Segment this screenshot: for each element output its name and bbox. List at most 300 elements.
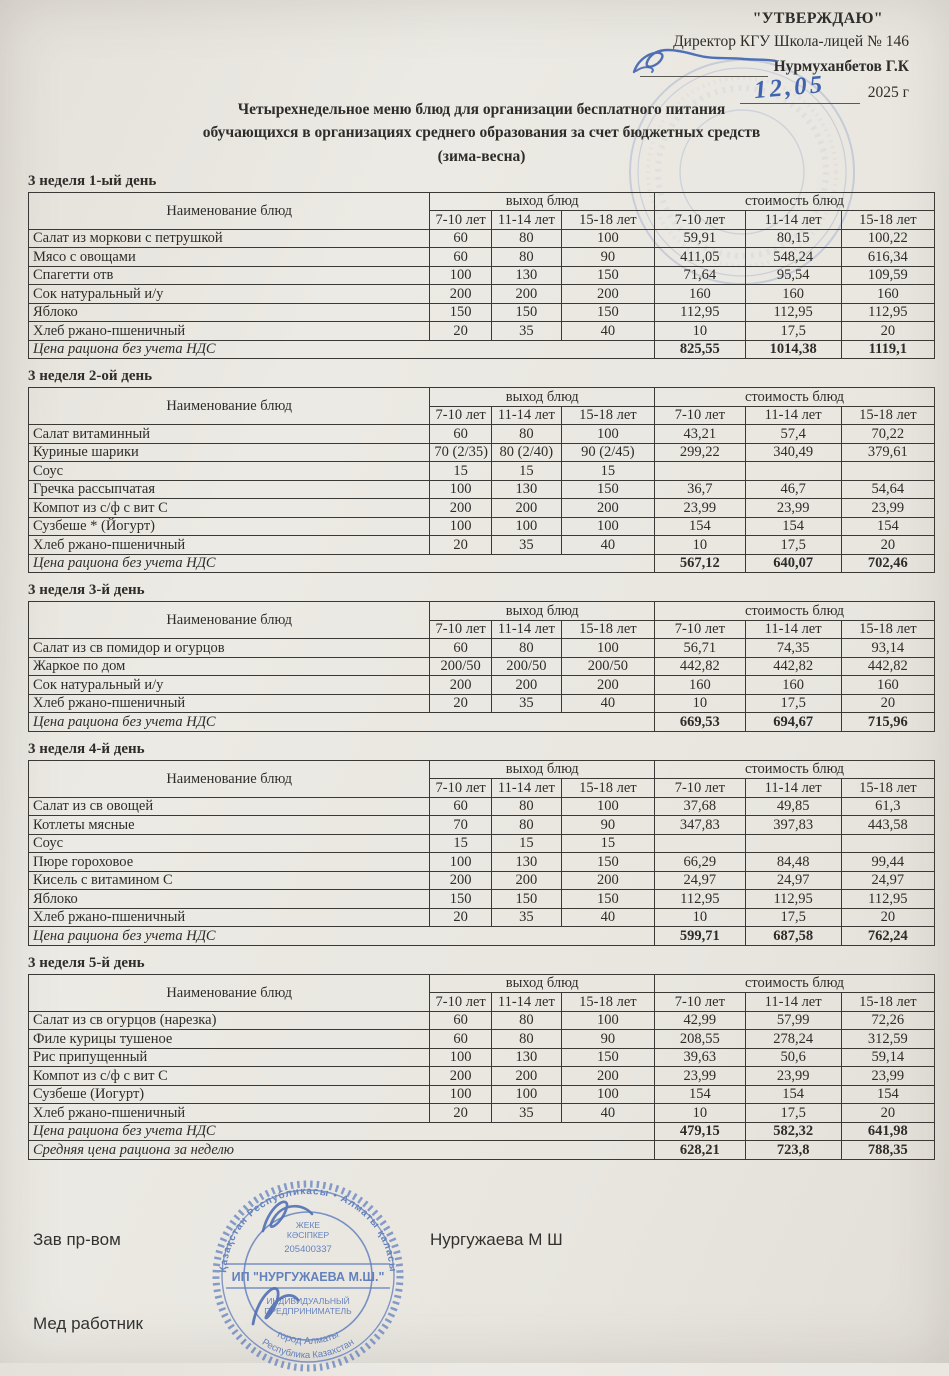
col-header-age: 7-10 лет <box>655 620 746 639</box>
total-value-cell: 788,35 <box>841 1141 934 1160</box>
menu-row <box>29 229 935 248</box>
col-header-age: 7-10 лет <box>430 779 492 798</box>
menu-row <box>29 816 935 835</box>
cost-value-cell: 93,14 <box>841 639 934 658</box>
dish-name-cell: Спагетти отв <box>29 266 430 285</box>
cost-value-cell: 109,59 <box>841 266 934 285</box>
approval-block <box>569 8 909 104</box>
cost-value-cell: 340,49 <box>745 443 841 462</box>
output-value-cell: 100 <box>561 1011 654 1030</box>
output-value-cell: 200 <box>491 871 561 890</box>
cost-value-cell: 17,5 <box>745 908 841 927</box>
cost-value-cell: 208,55 <box>655 1030 746 1049</box>
output-value-cell: 60 <box>430 639 492 658</box>
cost-value-cell: 74,35 <box>745 639 841 658</box>
output-value-cell: 130 <box>491 853 561 872</box>
director-name: Нурмуханбетов Г.К <box>773 57 909 75</box>
cost-value-cell: 442,82 <box>655 657 746 676</box>
output-value-cell: 40 <box>561 694 654 713</box>
col-header-age: 7-10 лет <box>430 211 492 230</box>
dish-name-cell: Котлеты мясные <box>29 816 430 835</box>
col-header-age: 15-18 лет <box>561 620 654 639</box>
col-header-age: 11-14 лет <box>491 620 561 639</box>
stamp-ring-bottom-inner-text: город Алматы <box>275 1329 341 1348</box>
cost-value-cell: 70,22 <box>841 425 934 444</box>
menu-row <box>29 499 935 518</box>
col-group-output: выход блюд <box>430 760 655 779</box>
cost-value-cell: 154 <box>745 1085 841 1104</box>
cost-value-cell: 548,24 <box>745 248 841 267</box>
output-value-cell: 200 <box>561 1067 654 1086</box>
menu-table-head <box>29 388 935 425</box>
menu-row <box>29 676 935 695</box>
menu-row <box>29 797 935 816</box>
cost-value-cell: 54,64 <box>841 480 934 499</box>
cost-value-cell: 80,15 <box>745 229 841 248</box>
approve-label: "УТВЕРЖДАЮ" <box>752 10 883 27</box>
menu-row <box>29 1030 935 1049</box>
document-title <box>102 98 862 168</box>
output-value-cell: 100 <box>561 639 654 658</box>
svg-text:Республика Казахстан <box>260 1337 356 1361</box>
total-label-cell: Цена рациона без учета НДС <box>29 340 655 359</box>
output-value-cell: 130 <box>491 480 561 499</box>
cost-value-cell: 112,95 <box>745 303 841 322</box>
menu-day-section <box>28 173 935 360</box>
output-value-cell: 35 <box>491 536 561 555</box>
col-header-age: 11-14 лет <box>745 406 841 425</box>
output-value-cell: 200/50 <box>561 657 654 676</box>
stamp-ring-bottom-outer-text: Республика Казахстан <box>259 1336 357 1362</box>
cost-value-cell: 10 <box>655 322 746 341</box>
total-row <box>29 1141 935 1160</box>
output-value-cell: 200 <box>430 1067 492 1086</box>
cost-value-cell: 59,91 <box>655 229 746 248</box>
menu-table-head <box>29 974 935 1011</box>
title-line-1: Четырехнедельное меню блюд для организации бесплатного питания <box>237 101 726 118</box>
output-value-cell: 90 <box>561 1030 654 1049</box>
sections <box>28 173 935 1160</box>
cost-value-cell: 39,63 <box>655 1048 746 1067</box>
svg-text:Қазақстан Республикасы • Алмат <box>218 1186 398 1273</box>
cost-value-cell: 312,59 <box>841 1030 934 1049</box>
menu-row <box>29 517 935 536</box>
col-header-age: 15-18 лет <box>561 993 654 1012</box>
cost-value-cell: 23,99 <box>745 499 841 518</box>
cost-value-cell: 84,48 <box>745 853 841 872</box>
output-value-cell: 150 <box>561 480 654 499</box>
output-value-cell: 100 <box>430 853 492 872</box>
col-group-cost: стоимость блюд <box>655 602 935 621</box>
cost-value-cell: 57,99 <box>745 1011 841 1030</box>
director-signature-row <box>569 57 909 78</box>
dish-name-cell: Хлеб ржано-пшеничный <box>29 536 430 555</box>
col-group-cost: стоимость блюд <box>655 192 935 211</box>
output-value-cell: 60 <box>430 425 492 444</box>
output-value-cell: 130 <box>491 1048 561 1067</box>
output-value-cell: 150 <box>430 303 492 322</box>
col-header-age: 15-18 лет <box>841 620 934 639</box>
output-value-cell: 130 <box>491 266 561 285</box>
dish-name-cell: Салат из св огурцов (нарезка) <box>29 1011 430 1030</box>
dish-name-cell: Хлеб ржано-пшеничный <box>29 1104 430 1123</box>
total-value-cell: 582,32 <box>745 1122 841 1141</box>
col-header-age: 7-10 лет <box>655 779 746 798</box>
menu-table <box>28 192 935 360</box>
header-group-row <box>29 192 935 211</box>
menu-row <box>29 248 935 267</box>
output-value-cell: 150 <box>491 303 561 322</box>
cost-value-cell: 112,95 <box>841 303 934 322</box>
output-value-cell: 200 <box>561 676 654 695</box>
output-value-cell: 70 (2/35) <box>430 443 492 462</box>
menu-row <box>29 639 935 658</box>
col-group-output: выход блюд <box>430 192 655 211</box>
date-row <box>569 71 909 105</box>
output-value-cell: 15 <box>561 462 654 481</box>
cost-value-cell: 17,5 <box>745 694 841 713</box>
output-value-cell: 200 <box>561 285 654 304</box>
col-header-name: Наименование блюд <box>29 388 430 425</box>
col-group-output: выход блюд <box>430 974 655 993</box>
output-value-cell: 80 <box>491 797 561 816</box>
cost-value-cell: 17,5 <box>745 536 841 555</box>
output-value-cell: 40 <box>561 1104 654 1123</box>
cost-value-cell: 42,99 <box>655 1011 746 1030</box>
cost-value-cell <box>841 462 934 481</box>
menu-table <box>28 974 935 1160</box>
menu-row <box>29 462 935 481</box>
cost-value-cell: 20 <box>841 694 934 713</box>
cost-value-cell: 56,71 <box>655 639 746 658</box>
cost-value-cell: 57,4 <box>745 425 841 444</box>
menu-row <box>29 303 935 322</box>
header-group-row <box>29 602 935 621</box>
output-value-cell: 20 <box>430 694 492 713</box>
cost-value-cell: 59,14 <box>841 1048 934 1067</box>
output-value-cell: 100 <box>430 480 492 499</box>
stamp-top-text-2: КӘСІПКЕР <box>286 1230 330 1240</box>
header-group-row <box>29 974 935 993</box>
output-value-cell: 100 <box>430 1085 492 1104</box>
output-value-cell: 100 <box>430 266 492 285</box>
cost-value-cell: 50,6 <box>745 1048 841 1067</box>
col-group-cost: стоимость блюд <box>655 760 935 779</box>
output-value-cell: 80 (2/40) <box>491 443 561 462</box>
menu-table <box>28 760 935 946</box>
output-value-cell: 100 <box>561 229 654 248</box>
output-value-cell: 80 <box>491 1030 561 1049</box>
cost-value-cell: 20 <box>841 322 934 341</box>
cost-value-cell: 154 <box>655 517 746 536</box>
dish-name-cell: Пюре гороховое <box>29 853 430 872</box>
output-value-cell: 40 <box>561 536 654 555</box>
output-value-cell: 60 <box>430 1030 492 1049</box>
output-value-cell: 200 <box>430 285 492 304</box>
output-value-cell: 150 <box>561 890 654 909</box>
output-value-cell: 60 <box>430 797 492 816</box>
cost-value-cell: 160 <box>745 285 841 304</box>
output-value-cell: 200 <box>491 676 561 695</box>
dish-name-cell: Салат витаминный <box>29 425 430 444</box>
total-label-cell: Цена рациона без учета НДС <box>29 554 655 573</box>
cost-value-cell: 20 <box>841 1104 934 1123</box>
cost-value-cell: 99,44 <box>841 853 934 872</box>
output-value-cell: 20 <box>430 536 492 555</box>
cost-value-cell: 160 <box>841 285 934 304</box>
menu-table-head <box>29 760 935 797</box>
entrepreneur-stamp-icon <box>208 1176 408 1376</box>
cost-value-cell: 23,99 <box>655 499 746 518</box>
menu-table-body <box>29 229 935 359</box>
output-value-cell: 70 <box>430 816 492 835</box>
stamp-number: 205400337 <box>284 1244 332 1255</box>
cost-value-cell: 100,22 <box>841 229 934 248</box>
total-label-cell: Цена рациона без учета НДС <box>29 713 655 732</box>
col-group-output: выход блюд <box>430 388 655 407</box>
output-value-cell: 200 <box>430 871 492 890</box>
output-value-cell: 100 <box>561 425 654 444</box>
output-value-cell: 90 (2/45) <box>561 443 654 462</box>
col-header-age: 15-18 лет <box>561 406 654 425</box>
dish-name-cell: Мясо с овощами <box>29 248 430 267</box>
col-header-age: 7-10 лет <box>430 406 492 425</box>
total-value-cell: 687,58 <box>745 927 841 946</box>
cost-value-cell: 379,61 <box>841 443 934 462</box>
menu-table-body <box>29 425 935 573</box>
col-header-age: 11-14 лет <box>745 211 841 230</box>
dish-name-cell: Яблоко <box>29 303 430 322</box>
cost-value-cell: 411,05 <box>655 248 746 267</box>
menu-table <box>28 387 935 573</box>
col-header-age: 7-10 лет <box>655 406 746 425</box>
output-value-cell: 200 <box>561 499 654 518</box>
cost-value-cell: 46,7 <box>745 480 841 499</box>
cost-value-cell: 17,5 <box>745 1104 841 1123</box>
total-value-cell: 762,24 <box>841 927 934 946</box>
dish-name-cell: Яблоко <box>29 890 430 909</box>
output-value-cell: 200 <box>561 871 654 890</box>
cost-value-cell <box>841 834 934 853</box>
menu-row <box>29 1085 935 1104</box>
col-header-age: 15-18 лет <box>841 779 934 798</box>
cost-value-cell: 20 <box>841 536 934 555</box>
output-value-cell: 60 <box>430 229 492 248</box>
cost-value-cell <box>745 462 841 481</box>
menu-table-body <box>29 639 935 732</box>
col-header-age: 15-18 лет <box>561 211 654 230</box>
col-header-age: 11-14 лет <box>745 993 841 1012</box>
menu-row <box>29 322 935 341</box>
total-value-cell: 567,12 <box>655 554 746 573</box>
col-header-age: 7-10 лет <box>655 211 746 230</box>
output-value-cell: 150 <box>430 890 492 909</box>
cost-value-cell <box>655 462 746 481</box>
output-value-cell: 80 <box>491 1011 561 1030</box>
total-value-cell: 702,46 <box>841 554 934 573</box>
col-group-output: выход блюд <box>430 602 655 621</box>
col-header-age: 15-18 лет <box>841 406 934 425</box>
col-header-age: 11-14 лет <box>491 406 561 425</box>
col-header-name: Наименование блюд <box>29 760 430 797</box>
total-label-cell: Цена рациона без учета НДС <box>29 927 655 946</box>
output-value-cell: 150 <box>561 303 654 322</box>
output-value-cell: 100 <box>491 517 561 536</box>
day-heading: 3 неделя 5-й день <box>28 954 145 971</box>
footer-signature-2-icon <box>253 1288 298 1324</box>
header-group-row <box>29 760 935 779</box>
col-header-age: 11-14 лет <box>745 620 841 639</box>
date-line <box>740 71 860 105</box>
total-value-cell: 641,98 <box>841 1122 934 1141</box>
output-value-cell: 20 <box>430 322 492 341</box>
signatory-name: Нургужаева М Ш <box>430 1230 563 1249</box>
dish-name-cell: Соус <box>29 462 430 481</box>
dish-name-cell: Сок натуральный и/у <box>29 676 430 695</box>
output-value-cell: 200 <box>491 499 561 518</box>
total-value-cell: 694,67 <box>745 713 841 732</box>
menu-row <box>29 443 935 462</box>
cost-value-cell: 95,54 <box>745 266 841 285</box>
menu-row <box>29 908 935 927</box>
output-value-cell: 15 <box>561 834 654 853</box>
cost-value-cell: 160 <box>841 676 934 695</box>
total-value-cell: 723,8 <box>745 1141 841 1160</box>
menu-table-head <box>29 192 935 229</box>
role-label-production-manager: Зав пр-вом <box>33 1230 121 1249</box>
menu-row <box>29 480 935 499</box>
cost-value-cell: 160 <box>745 676 841 695</box>
output-value-cell: 15 <box>430 462 492 481</box>
cost-value-cell: 10 <box>655 536 746 555</box>
cost-value-cell: 23,99 <box>841 499 934 518</box>
menu-row <box>29 871 935 890</box>
dish-name-cell: Хлеб ржано-пшеничный <box>29 322 430 341</box>
cost-value-cell: 36,7 <box>655 480 746 499</box>
menu-row <box>29 536 935 555</box>
menu-row <box>29 890 935 909</box>
title-line-3: (зима-весна) <box>437 147 526 165</box>
role-label-med-worker: Мед работник <box>33 1314 143 1333</box>
output-value-cell: 100 <box>561 517 654 536</box>
day-heading: 3 неделя 4-й день <box>28 740 145 757</box>
col-header-name: Наименование блюд <box>29 602 430 639</box>
menu-row <box>29 1048 935 1067</box>
total-value-cell: 599,71 <box>655 927 746 946</box>
dish-name-cell: Соус <box>29 834 430 853</box>
cost-value-cell: 112,95 <box>745 890 841 909</box>
cost-value-cell: 24,97 <box>745 871 841 890</box>
col-header-age: 11-14 лет <box>491 779 561 798</box>
cost-value-cell: 160 <box>655 285 746 304</box>
cost-value-cell: 66,29 <box>655 853 746 872</box>
output-value-cell: 80 <box>491 248 561 267</box>
cost-value-cell: 278,24 <box>745 1030 841 1049</box>
menu-row <box>29 657 935 676</box>
dish-name-cell: Сузбеше * (Йогурт) <box>29 517 430 536</box>
cost-value-cell: 23,99 <box>655 1067 746 1086</box>
menu-day-section <box>28 955 935 1160</box>
cost-value-cell: 154 <box>745 517 841 536</box>
total-value-cell: 825,55 <box>655 340 746 359</box>
output-value-cell: 35 <box>491 694 561 713</box>
col-header-age: 15-18 лет <box>841 211 934 230</box>
output-value-cell: 100 <box>430 1048 492 1067</box>
output-value-cell: 100 <box>491 1085 561 1104</box>
output-value-cell: 40 <box>561 322 654 341</box>
stamp-banner-text: ИП "НУРГУЖАЕВА М.Ш." <box>231 1270 385 1284</box>
col-header-age: 7-10 лет <box>655 993 746 1012</box>
menu-row <box>29 694 935 713</box>
output-value-cell: 200/50 <box>430 657 492 676</box>
menu-row <box>29 266 935 285</box>
output-value-cell: 80 <box>491 425 561 444</box>
col-header-age: 15-18 лет <box>561 779 654 798</box>
menu-row <box>29 853 935 872</box>
dish-name-cell: Сузбеше (Иогурт) <box>29 1085 430 1104</box>
stamp-ring-top-text: Қазақстан Республикасы • Алматы қаласы <box>218 1185 399 1274</box>
cost-value-cell: 23,99 <box>745 1067 841 1086</box>
output-value-cell: 150 <box>561 853 654 872</box>
dish-name-cell: Куриные шарики <box>29 443 430 462</box>
col-header-age: 11-14 лет <box>491 993 561 1012</box>
cost-value-cell: 112,95 <box>655 890 746 909</box>
cost-value-cell: 24,97 <box>841 871 934 890</box>
output-value-cell: 200 <box>491 285 561 304</box>
output-value-cell: 80 <box>491 816 561 835</box>
cost-value-cell: 442,82 <box>745 657 841 676</box>
svg-text:город Алматы <box>275 1329 340 1347</box>
cost-value-cell: 154 <box>841 1085 934 1104</box>
col-header-name: Наименование блюд <box>29 192 430 229</box>
cost-value-cell: 61,3 <box>841 797 934 816</box>
cost-value-cell: 43,21 <box>655 425 746 444</box>
col-group-cost: стоимость блюд <box>655 974 935 993</box>
cost-value-cell <box>655 834 746 853</box>
output-value-cell: 20 <box>430 908 492 927</box>
cost-value-cell: 397,83 <box>745 816 841 835</box>
stamp-bottom-text-1: ИНДИВИДУАЛЬНЫЙ <box>266 1296 350 1306</box>
dish-name-cell: Кисель с витамином С <box>29 871 430 890</box>
total-row <box>29 554 935 573</box>
total-label-cell: Средняя цена рациона за неделю <box>29 1141 655 1160</box>
total-label-cell: Цена рациона без учета НДС <box>29 1122 655 1141</box>
output-value-cell: 200/50 <box>491 657 561 676</box>
cost-value-cell: 112,95 <box>841 890 934 909</box>
menu-row <box>29 834 935 853</box>
col-header-age: 11-14 лет <box>491 211 561 230</box>
output-value-cell: 60 <box>430 248 492 267</box>
year-label: 2025 г <box>867 84 909 102</box>
dish-name-cell: Салат из моркови с петрушкой <box>29 229 430 248</box>
output-value-cell: 150 <box>491 890 561 909</box>
output-value-cell: 35 <box>491 1104 561 1123</box>
cost-value-cell: 154 <box>655 1085 746 1104</box>
menu-day-section <box>28 582 935 732</box>
stamp-top-text-1: ЖЕКЕ <box>295 1220 321 1230</box>
output-value-cell: 60 <box>430 1011 492 1030</box>
cost-value-cell: 443,58 <box>841 816 934 835</box>
dish-name-cell: Филе курицы тушеное <box>29 1030 430 1049</box>
output-value-cell: 20 <box>430 1104 492 1123</box>
cost-value-cell: 37,68 <box>655 797 746 816</box>
output-value-cell: 100 <box>430 517 492 536</box>
total-value-cell: 628,21 <box>655 1141 746 1160</box>
total-row <box>29 340 935 359</box>
output-value-cell: 35 <box>491 322 561 341</box>
cost-value-cell: 49,85 <box>745 797 841 816</box>
dish-name-cell: Хлеб ржано-пшеничный <box>29 908 430 927</box>
